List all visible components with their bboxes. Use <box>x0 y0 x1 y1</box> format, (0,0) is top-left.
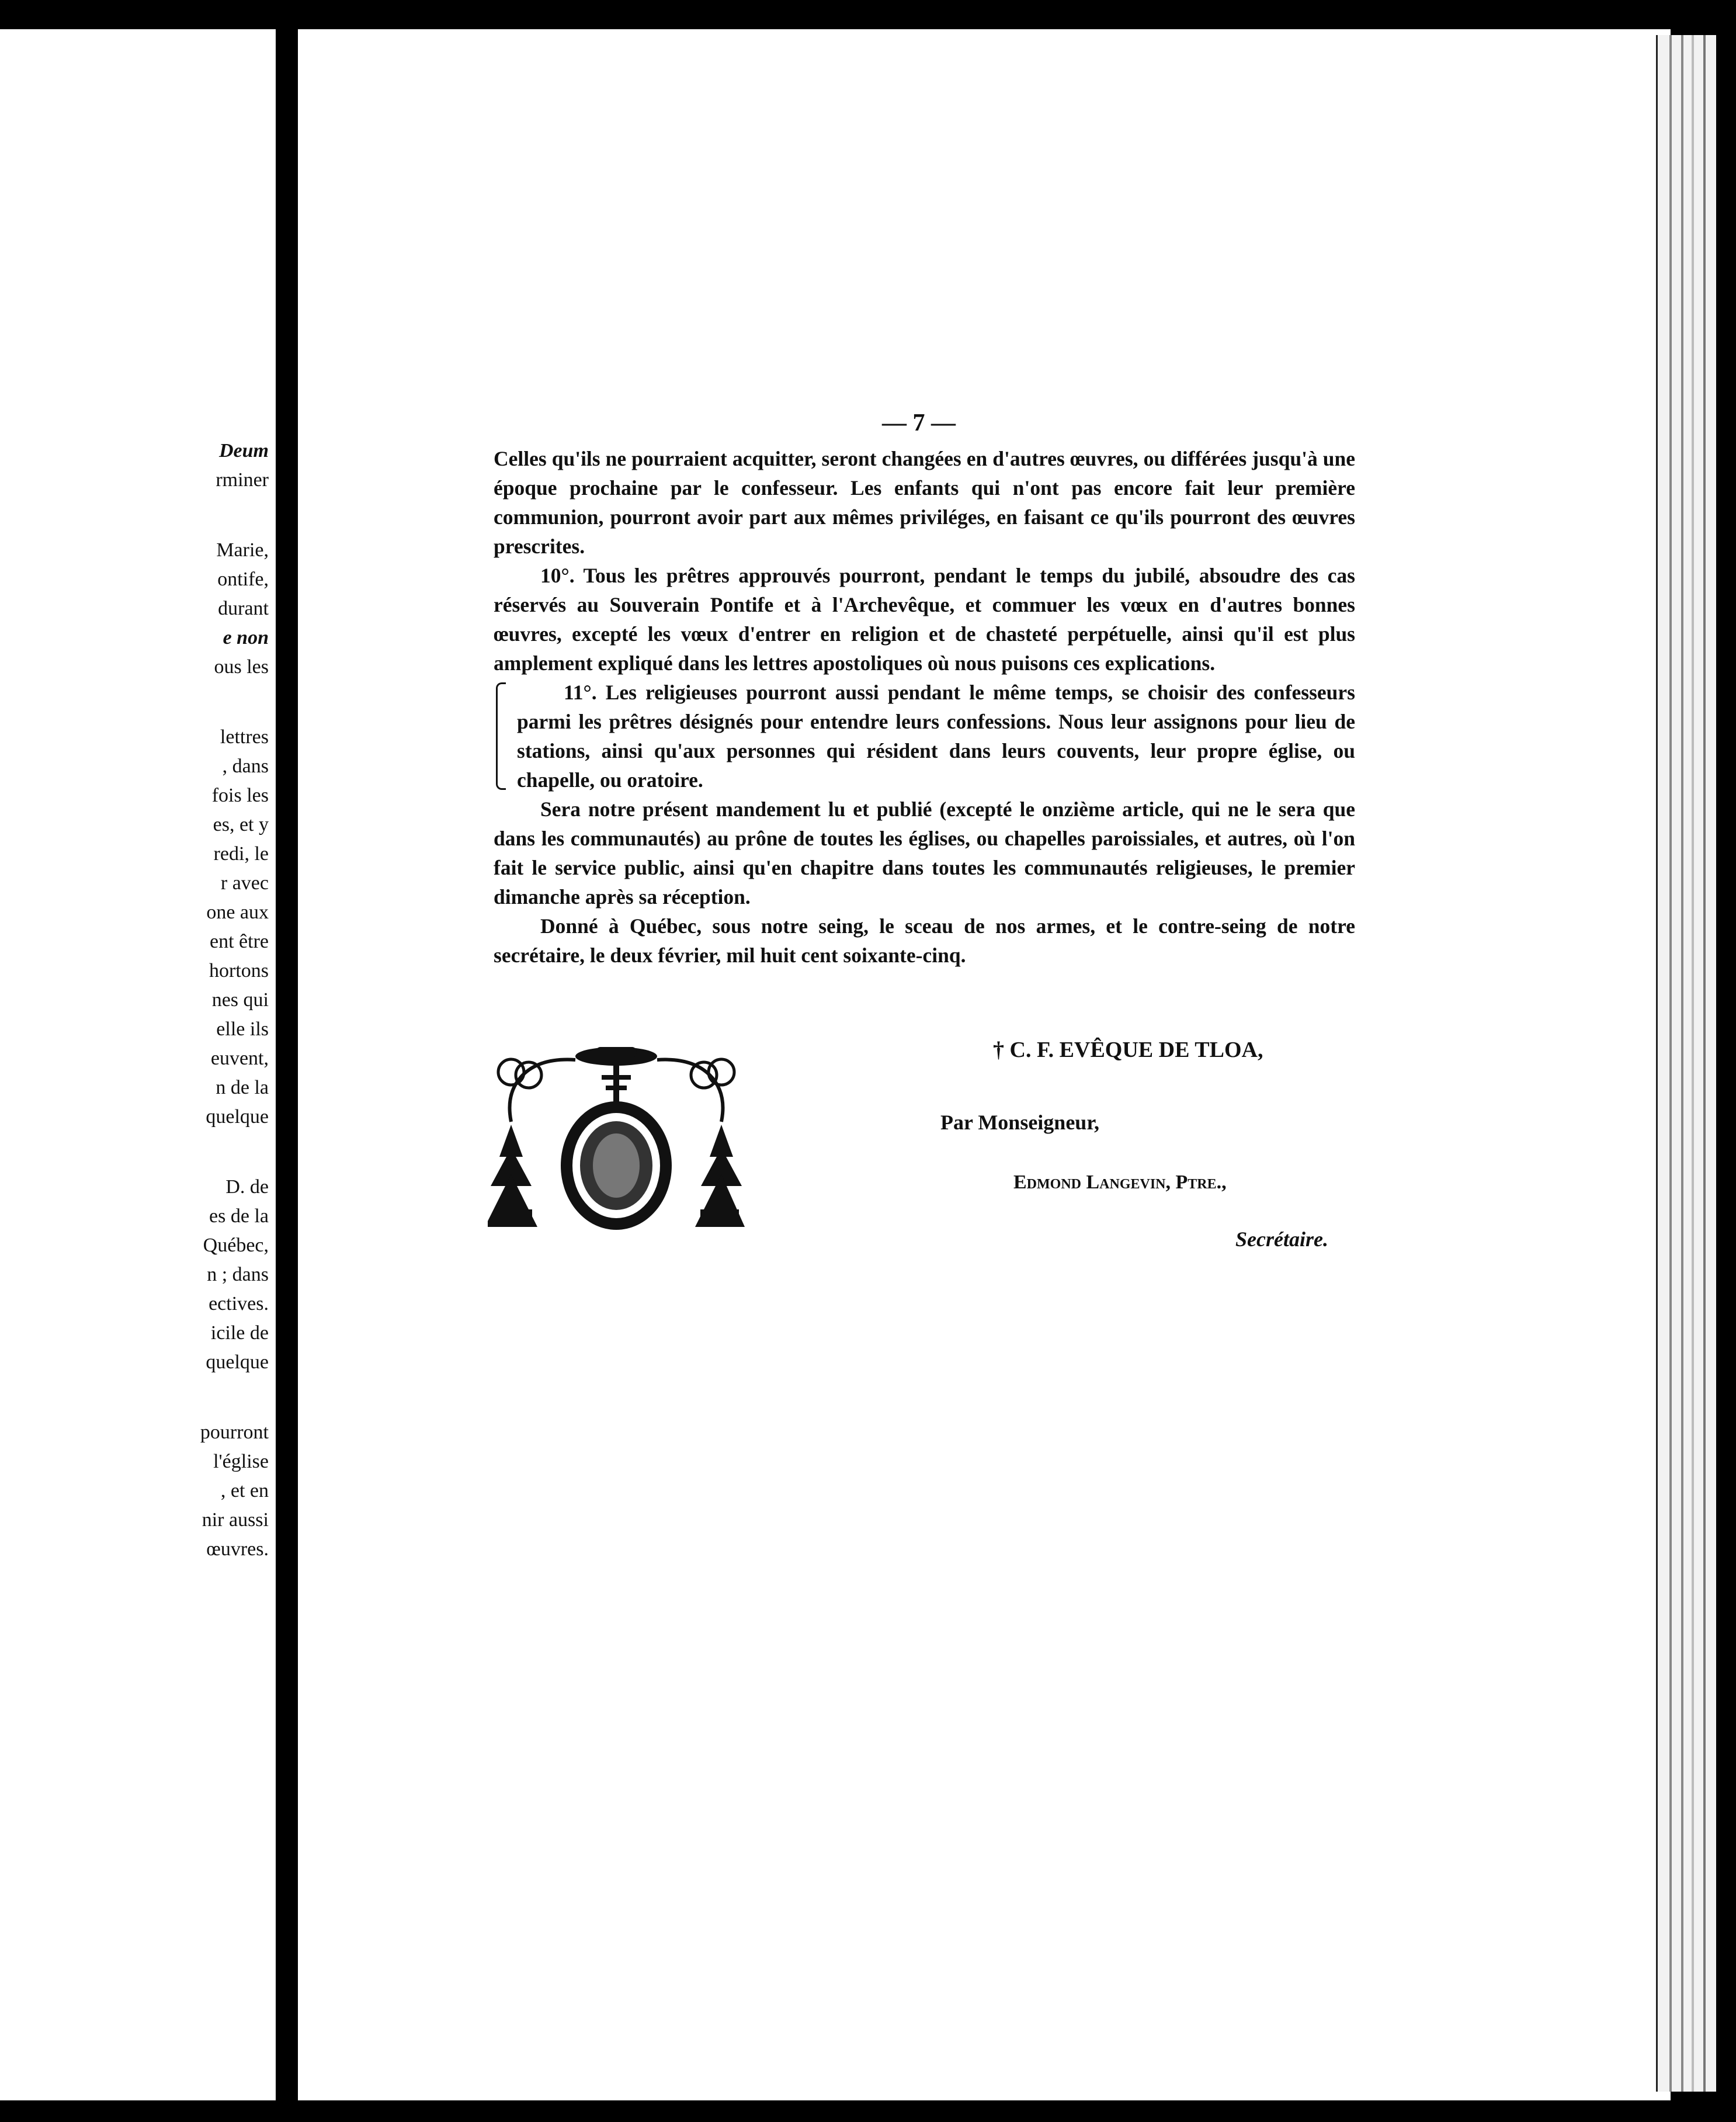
article-11-bracketed <box>494 678 1355 795</box>
paragraph-article-10: 10°. Tous les prêtres approuvés pourront, pendant le temps du jubilé, absoudre des cas réservés au Souverain Pontife et à l'Archevêque, et commuer les vœux en d'autres bonnes œuvres, excepté les vœux d'entrer en religion et de chasteté perpétuelle, ainsi qu'il est plus amplement expliqué dans les lettres apostoliques où nous puisons ces explications. <box>494 564 1355 675</box>
left-page-line: r avec <box>220 872 269 894</box>
left-page-line: ent être <box>210 931 269 952</box>
left-page-line: es de la <box>209 1205 269 1227</box>
paragraph-publication: Sera notre présent mandement lu et publié (excepté le onzième article, qui ne le sera que dans les communautés) au prône de toutes les églises, ou chapelles paroissiales, et autres, où l'on fait le service public, ainsi qu'en chapitre dans toutes les communautés religieuses, le premier dimanche après sa réception. <box>494 798 1355 909</box>
left-page-line: ectives. <box>209 1293 269 1315</box>
left-page-line: , et en <box>220 1480 269 1502</box>
left-page-line: durant <box>218 598 269 619</box>
left-page-line: hortons <box>209 960 269 982</box>
page-number: — 7 — <box>882 410 956 436</box>
paragraph-article-11: 11°. Les religieuses pourront aussi pendant le même temps, se choisir des confesseurs parmi les prêtres désignés pour entendre leurs confessions. Nous leur assignons pour lieu de stations, ainsi qu'aux personnes qui résident dans leurs couvents, leur propre église, ou chapelle, ou oratoire. <box>517 681 1355 792</box>
paragraph-continuation: Celles qu'ils ne pourraient acquitter, seront changées en d'autres œuvres, ou différées jusqu'à une époque prochaine par le confesseur. Les enfants qui n'ont pas encore fait leur première communion, pourront avoir part aux mêmes priviléges, en faisant ce qu'ils pourront des œuvres prescrites. <box>494 447 1355 558</box>
by-line: Par Monseigneur, <box>940 1111 1100 1134</box>
bishop-signature: † C. F. EVÊQUE DE TLOA, <box>993 1038 1263 1062</box>
left-page-line: ontife, <box>217 568 269 590</box>
left-page-line: n de la <box>216 1077 269 1098</box>
left-page-line: D. de <box>225 1176 269 1198</box>
left-page-line: euvent, <box>210 1048 269 1069</box>
left-page-line: redi, le <box>213 843 269 865</box>
secretary-title: Secrétaire. <box>1235 1228 1328 1251</box>
left-page-line: n ; dans <box>207 1264 269 1285</box>
left-page-line: elle ils <box>216 1018 269 1040</box>
left-page-line: , dans <box>222 755 269 777</box>
left-page-line: l'église <box>213 1451 269 1472</box>
left-page-line: icile de <box>210 1322 269 1344</box>
left-page-line: lettres <box>220 726 269 748</box>
page-edge-stack <box>1656 35 1716 2092</box>
paragraph-given-at: Donné à Québec, sous notre seing, le sceau de nos armes, et le contre-seing de notre secrétaire, le deux février, mil huit cent soixante-cinq. <box>494 914 1355 967</box>
left-page-line: e non <box>223 627 269 649</box>
left-page-line: quelque <box>206 1351 269 1373</box>
left-page-line: pourront <box>200 1421 269 1443</box>
main-text <box>494 444 1355 970</box>
book-gutter <box>276 0 298 2122</box>
left-page-line: fois les <box>211 785 269 806</box>
left-page-line: Deum <box>219 440 269 462</box>
left-page-line: quelque <box>206 1106 269 1128</box>
secretary-name: Edmond Langevin, Ptre., <box>1013 1171 1227 1193</box>
left-page-line: nir aussi <box>202 1509 269 1531</box>
left-page-line: ous les <box>214 656 269 678</box>
left-page-fragment <box>0 29 276 2100</box>
left-page-line: Québec, <box>203 1235 269 1256</box>
left-page-line: œuvres. <box>206 1538 269 1560</box>
left-page-line: one aux <box>206 901 269 923</box>
coat-of-arms-seal-icon <box>488 1040 745 1244</box>
left-page-line: nes qui <box>211 989 269 1011</box>
bracket-mark <box>496 682 506 790</box>
left-page-line: es, et y <box>213 814 269 835</box>
left-page-line: rminer <box>216 469 269 491</box>
left-page-line: Marie, <box>216 539 269 561</box>
